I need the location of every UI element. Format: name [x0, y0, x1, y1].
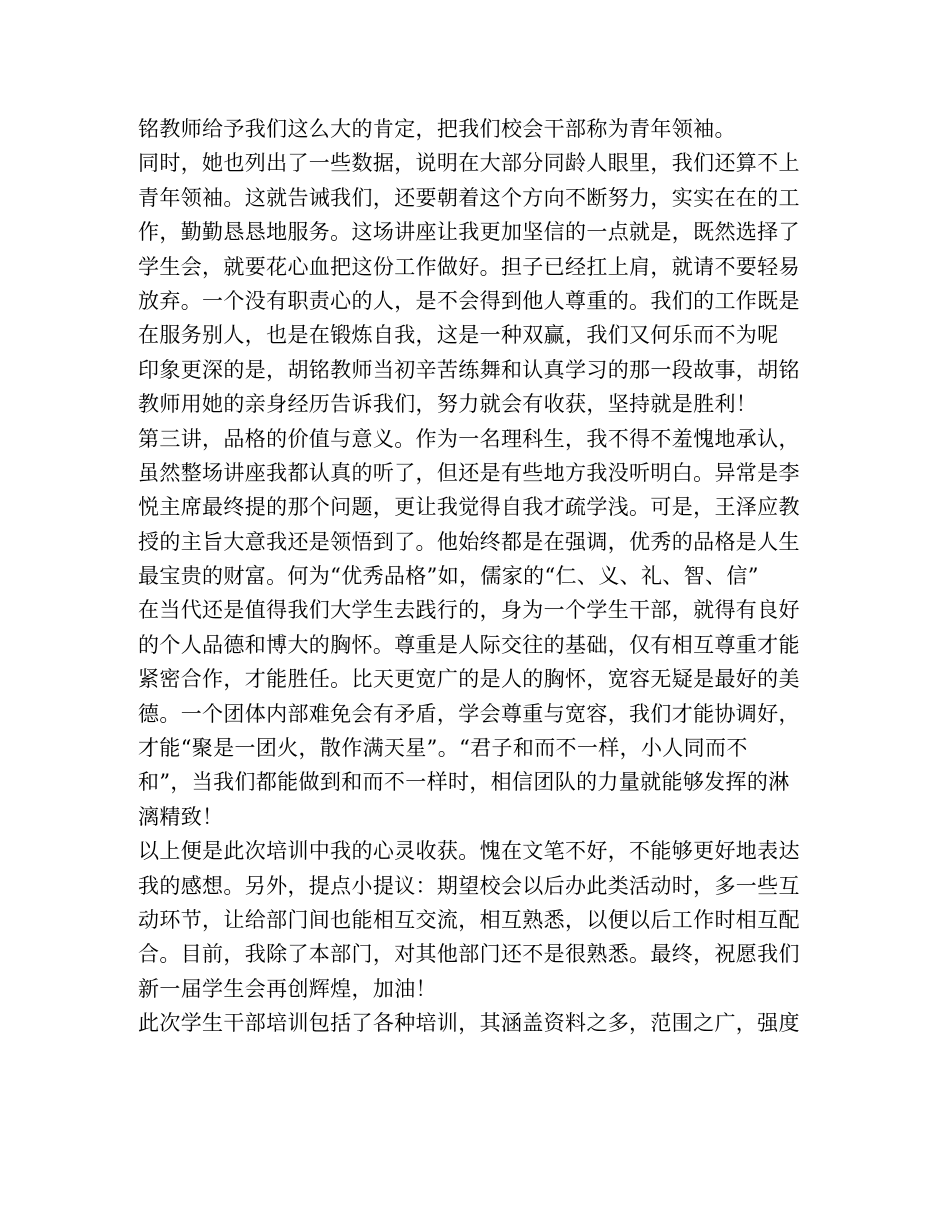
text-line: 的个人品德和博大的胸怀。尊重是人际交往的基础，仅有相互尊重才能	[138, 632, 800, 657]
text-line: 我的感想。另外，提点小提议：期望校会以后办此类活动时，多一些互	[138, 873, 800, 898]
text-line: 在当代还是值得我们大学生去践行的，身为一个学生干部，就得有良好	[138, 598, 800, 623]
text-line: 和”，当我们都能做到和而不一样时，相信团队的力量就能够发挥的淋	[138, 770, 790, 795]
text-line: 作，勤勤恳恳地服务。这场讲座让我更加坚信的一点就是，既然选择了	[138, 220, 800, 245]
text-line: 授的主旨大意我还是领悟到了。他始终都是在强调，优秀的品格是人生	[138, 529, 800, 554]
text-line: 漓精致！	[138, 804, 224, 829]
text-line: 最宝贵的财富。何为“优秀品格”如，儒家的“仁、义、礼、智、信”	[138, 564, 759, 589]
text-line: 在服务别人，也是在锻炼自我，这是一种双赢，我们又何乐而不为呢	[138, 323, 779, 348]
text-line: 放弃。一个没有职责心的人，是不会得到他人尊重的。我们的工作既是	[138, 288, 800, 313]
text-line: 青年领袖。这就告诫我们，还要朝着这个方向不断努力，实实在在的工	[138, 185, 800, 210]
text-line: 新一届学生会再创辉煌，加油！	[138, 976, 437, 1001]
text-line: 悦主席最终提的那个问题，更让我觉得自我才疏学浅。可是，王泽应教	[138, 495, 800, 520]
text-line: 此次学生干部培训包括了各种培训，其涵盖资料之多，范围之广，强度	[138, 1011, 800, 1036]
text-line: 才能“聚是一团火，散作满天星”。“君子和而不一样，小人同而不	[138, 736, 748, 761]
text-line: 以上便是此次培训中我的心灵收获。愧在文笔不好，不能够更好地表达	[138, 839, 800, 864]
text-line: 合。目前，我除了本部门，对其他部门还不是很熟悉。最终，祝愿我们	[138, 942, 800, 967]
text-line: 学生会，就要花心血把这份工作做好。担子已经扛上肩，就请不要轻易	[138, 254, 800, 279]
text-line: 紧密合作，才能胜任。比天更宽广的是人的胸怀，宽容无疑是最好的美	[138, 667, 800, 692]
text-line: 第三讲，品格的价值与意义。作为一名理科生，我不得不羞愧地承认，	[138, 426, 800, 451]
text-line: 虽然整场讲座我都认真的听了，但还是有些地方我没听明白。异常是李	[138, 460, 800, 485]
text-line: 动环节，让给部门间也能相互交流，相互熟悉，以便以后工作时相互配	[138, 907, 800, 932]
text-line: 德。一个团体内部难免会有矛盾，学会尊重与宽容，我们才能协调好，	[138, 701, 800, 726]
text-line: 印象更深的是，胡铭教师当初辛苦练舞和认真学习的那一段故事，胡铭	[138, 357, 800, 382]
body-text	[138, 112, 828, 1041]
text-line: 教师用她的亲身经历告诉我们，努力就会有收获，坚持就是胜利！	[138, 392, 758, 417]
text-line: 铭教师给予我们这么大的肯定，把我们校会干部称为青年领袖。	[138, 117, 736, 141]
text-line: 同时，她也列出了一些数据，说明在大部分同龄人眼里，我们还算不上	[138, 151, 800, 176]
